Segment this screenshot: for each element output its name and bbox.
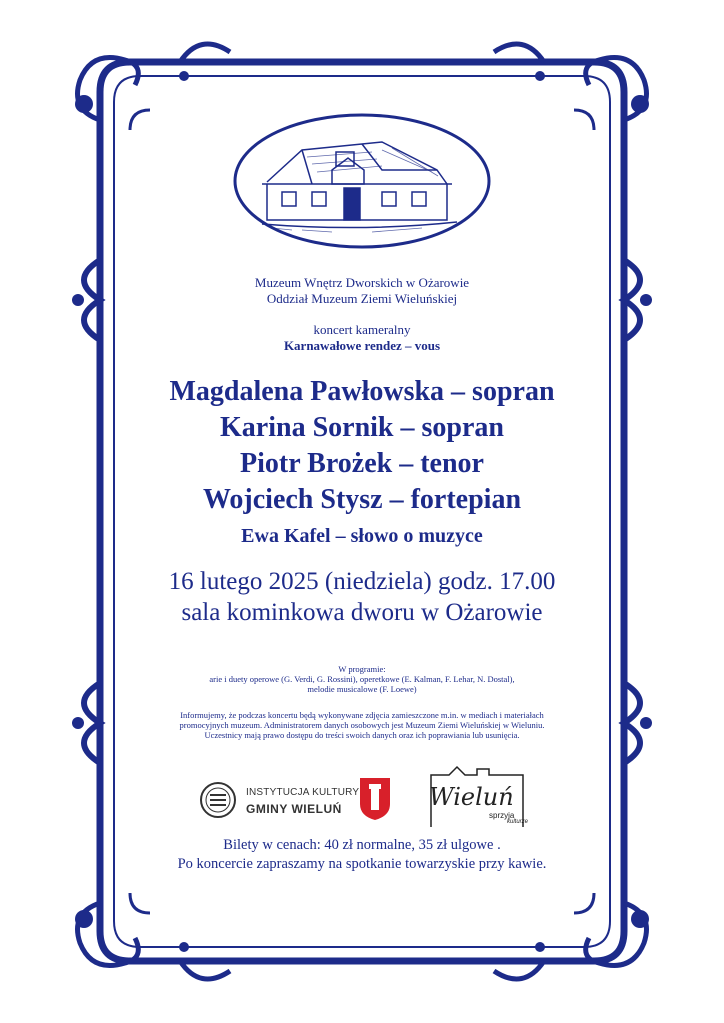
performers-list <box>0 374 724 518</box>
organizer-line-1: Muzeum Wnętrz Dworskich w Ożarowie <box>254 275 470 290</box>
wielun-crest-icon <box>358 776 392 822</box>
institution-line-1: INSTYTUCJA KULTURY <box>246 787 360 798</box>
program <box>0 664 724 694</box>
notice-line-1: Informujemy, że podczas koncertu będą wykonywane zdjęcia zamieszczone m.in. w mediach i materiałach <box>180 710 544 720</box>
notice-line-2: promocyjnych muzeum. Administratorem danych osobowych jest Muzeum Ziemi Wieluńskiej w Wieluniu. <box>179 720 545 730</box>
concert-title: Karnawałowe rendez – vous <box>283 338 441 353</box>
event-venue: sala kominkowa dworu w Ożarowie <box>181 599 543 626</box>
ticket-line-1: Bilety w cenach: 40 zł normalne, 35 zł ulgowe . <box>223 837 501 853</box>
program-heading: W programie: <box>338 664 386 674</box>
organizer-line-2: Oddział Muzeum Ziemi Wieluńskiej <box>266 291 458 306</box>
organizer <box>0 275 724 307</box>
museum-seal-icon <box>199 781 237 819</box>
wielun-sub-1: sprzyja <box>489 811 515 820</box>
institution-text <box>246 784 359 818</box>
wielun-name: Wieluń <box>429 783 514 811</box>
speaker: Ewa Kafel – słowo o muzyce <box>241 525 483 547</box>
concert-heading <box>0 322 724 354</box>
ticket-info <box>0 836 724 874</box>
ticket-line-2: Po koncercie zapraszamy na spotkanie towarzyskie przy kawie. <box>177 856 547 872</box>
concert-type: koncert kameralny <box>313 322 411 337</box>
manor-house-illustration <box>232 112 492 250</box>
wielun-logo <box>427 765 527 831</box>
privacy-notice <box>0 710 724 740</box>
program-line-1: arie i duety operowe (G. Verdi, G. Rossini), operetkowe (E. Kalman, F. Lehar, N. Dostal), <box>209 674 515 684</box>
performer: Magdalena Pawłowska – sopran <box>169 376 555 407</box>
institution-line-2: GMINY WIELUŃ <box>246 802 342 816</box>
notice-line-3: Uczestnicy mają prawo dostępu do treści swoich danych oraz ich poprawiania lub usunięcia. <box>204 730 520 740</box>
performer: Piotr Brożek – tenor <box>240 448 484 479</box>
event-datetime: 16 lutego 2025 (niedziela) godz. 17.00 <box>168 568 556 595</box>
event-details <box>0 566 724 628</box>
wielun-sub-2: kulturze <box>507 819 529 825</box>
performer: Karina Sornik – sopran <box>220 412 504 443</box>
performer: Wojciech Stysz – fortepian <box>202 484 522 515</box>
program-line-2: melodie musicalowe (F. Loewe) <box>307 684 417 694</box>
institution-logo <box>196 776 396 826</box>
